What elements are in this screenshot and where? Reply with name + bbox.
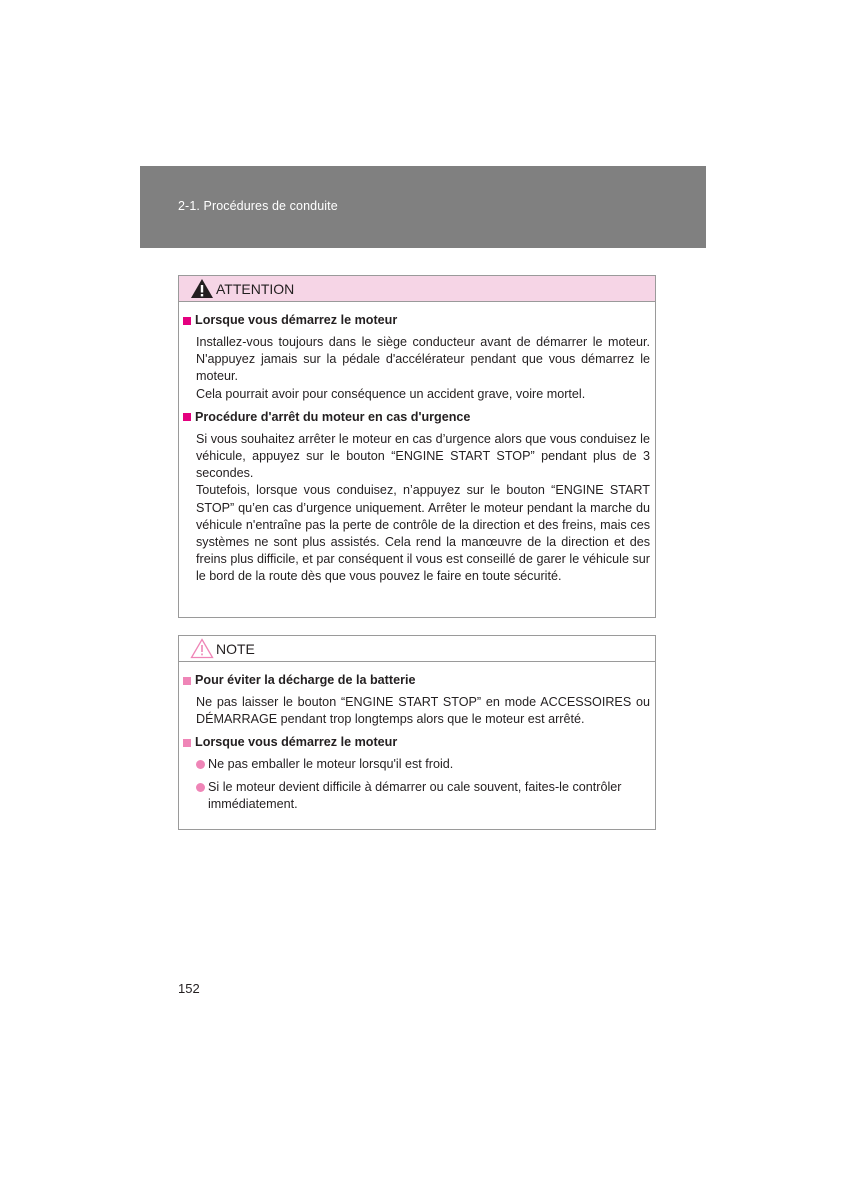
pink-square-icon xyxy=(183,739,191,747)
magenta-square-icon xyxy=(183,317,191,325)
attention-content xyxy=(179,302,655,586)
attention-label: ATTENTION xyxy=(216,281,295,297)
section-title: 2-1. Procédures de conduite xyxy=(178,199,338,213)
magenta-square-icon xyxy=(183,413,191,421)
note-section-1-body xyxy=(183,694,650,728)
list-item: Si le moteur devient difficile à démarrer ou cale souvent, faites-le contrôler immédiatement. xyxy=(196,779,650,813)
note-box xyxy=(178,635,656,830)
note-content xyxy=(179,662,655,813)
list-item: Ne pas emballer le moteur lorsqu'il est froid. xyxy=(196,756,650,773)
warning-triangle-icon xyxy=(190,278,214,299)
attention-box xyxy=(178,275,656,618)
note-header xyxy=(179,636,655,662)
attention-header xyxy=(179,276,655,302)
attention-heading-2: Procédure d'arrêt du moteur en cas d'urgence xyxy=(183,409,650,426)
paragraph: Si vous souhaitez arrêter le moteur en cas d’urgence alors que vous conduisez le véhicule, appuyez sur le bouton “ENGINE START STOP” pendant plus de 3 secondes. xyxy=(196,431,650,481)
page-number: 152 xyxy=(178,981,200,996)
note-heading-1: Pour éviter la décharge de la batterie xyxy=(183,672,650,689)
attention-section-1-body xyxy=(183,334,650,403)
paragraph: Installez-vous toujours dans le siège conducteur avant de démarrer le moteur. N'appuyez jamais sur la pédale d'accélérateur pendant que vous démarrez le moteur. xyxy=(196,335,650,384)
paragraph: Cela pourrait avoir pour conséquence un accident grave, voire mortel. xyxy=(196,386,586,401)
pink-square-icon xyxy=(183,677,191,685)
section-header-band xyxy=(140,166,706,248)
bullet-dot-icon xyxy=(196,760,205,769)
paragraph: Toutefois, lorsque vous conduisez, n’appuyez sur le bouton “ENGINE START STOP” qu’en cas d’urgence uniquement. Arrêter le moteur pendant la marche du véhicule n'entraîne pas la perte de contrôle de la direction et des freins, mais ces systèmes ne sont plus assistés. Cela rend la manœuvre de la direction et des freins plus difficile, et par conséquent il vous est conseillé de garer le véhicule sur le bord de la route dès que vous pouvez le faire en toute sécurité. xyxy=(196,483,650,584)
bullet-dot-icon xyxy=(196,783,205,792)
attention-heading-1: Lorsque vous démarrez le moteur xyxy=(183,312,650,329)
note-heading-2: Lorsque vous démarrez le moteur xyxy=(183,734,650,751)
note-label: NOTE xyxy=(216,641,255,657)
paragraph: Ne pas laisser le bouton “ENGINE START STOP” en mode ACCESSOIRES ou DÉMARRAGE pendant trop longtemps alors que le moteur est arrêté. xyxy=(196,695,650,727)
attention-section-2-body xyxy=(183,431,650,586)
caution-outline-triangle-icon xyxy=(190,638,214,659)
